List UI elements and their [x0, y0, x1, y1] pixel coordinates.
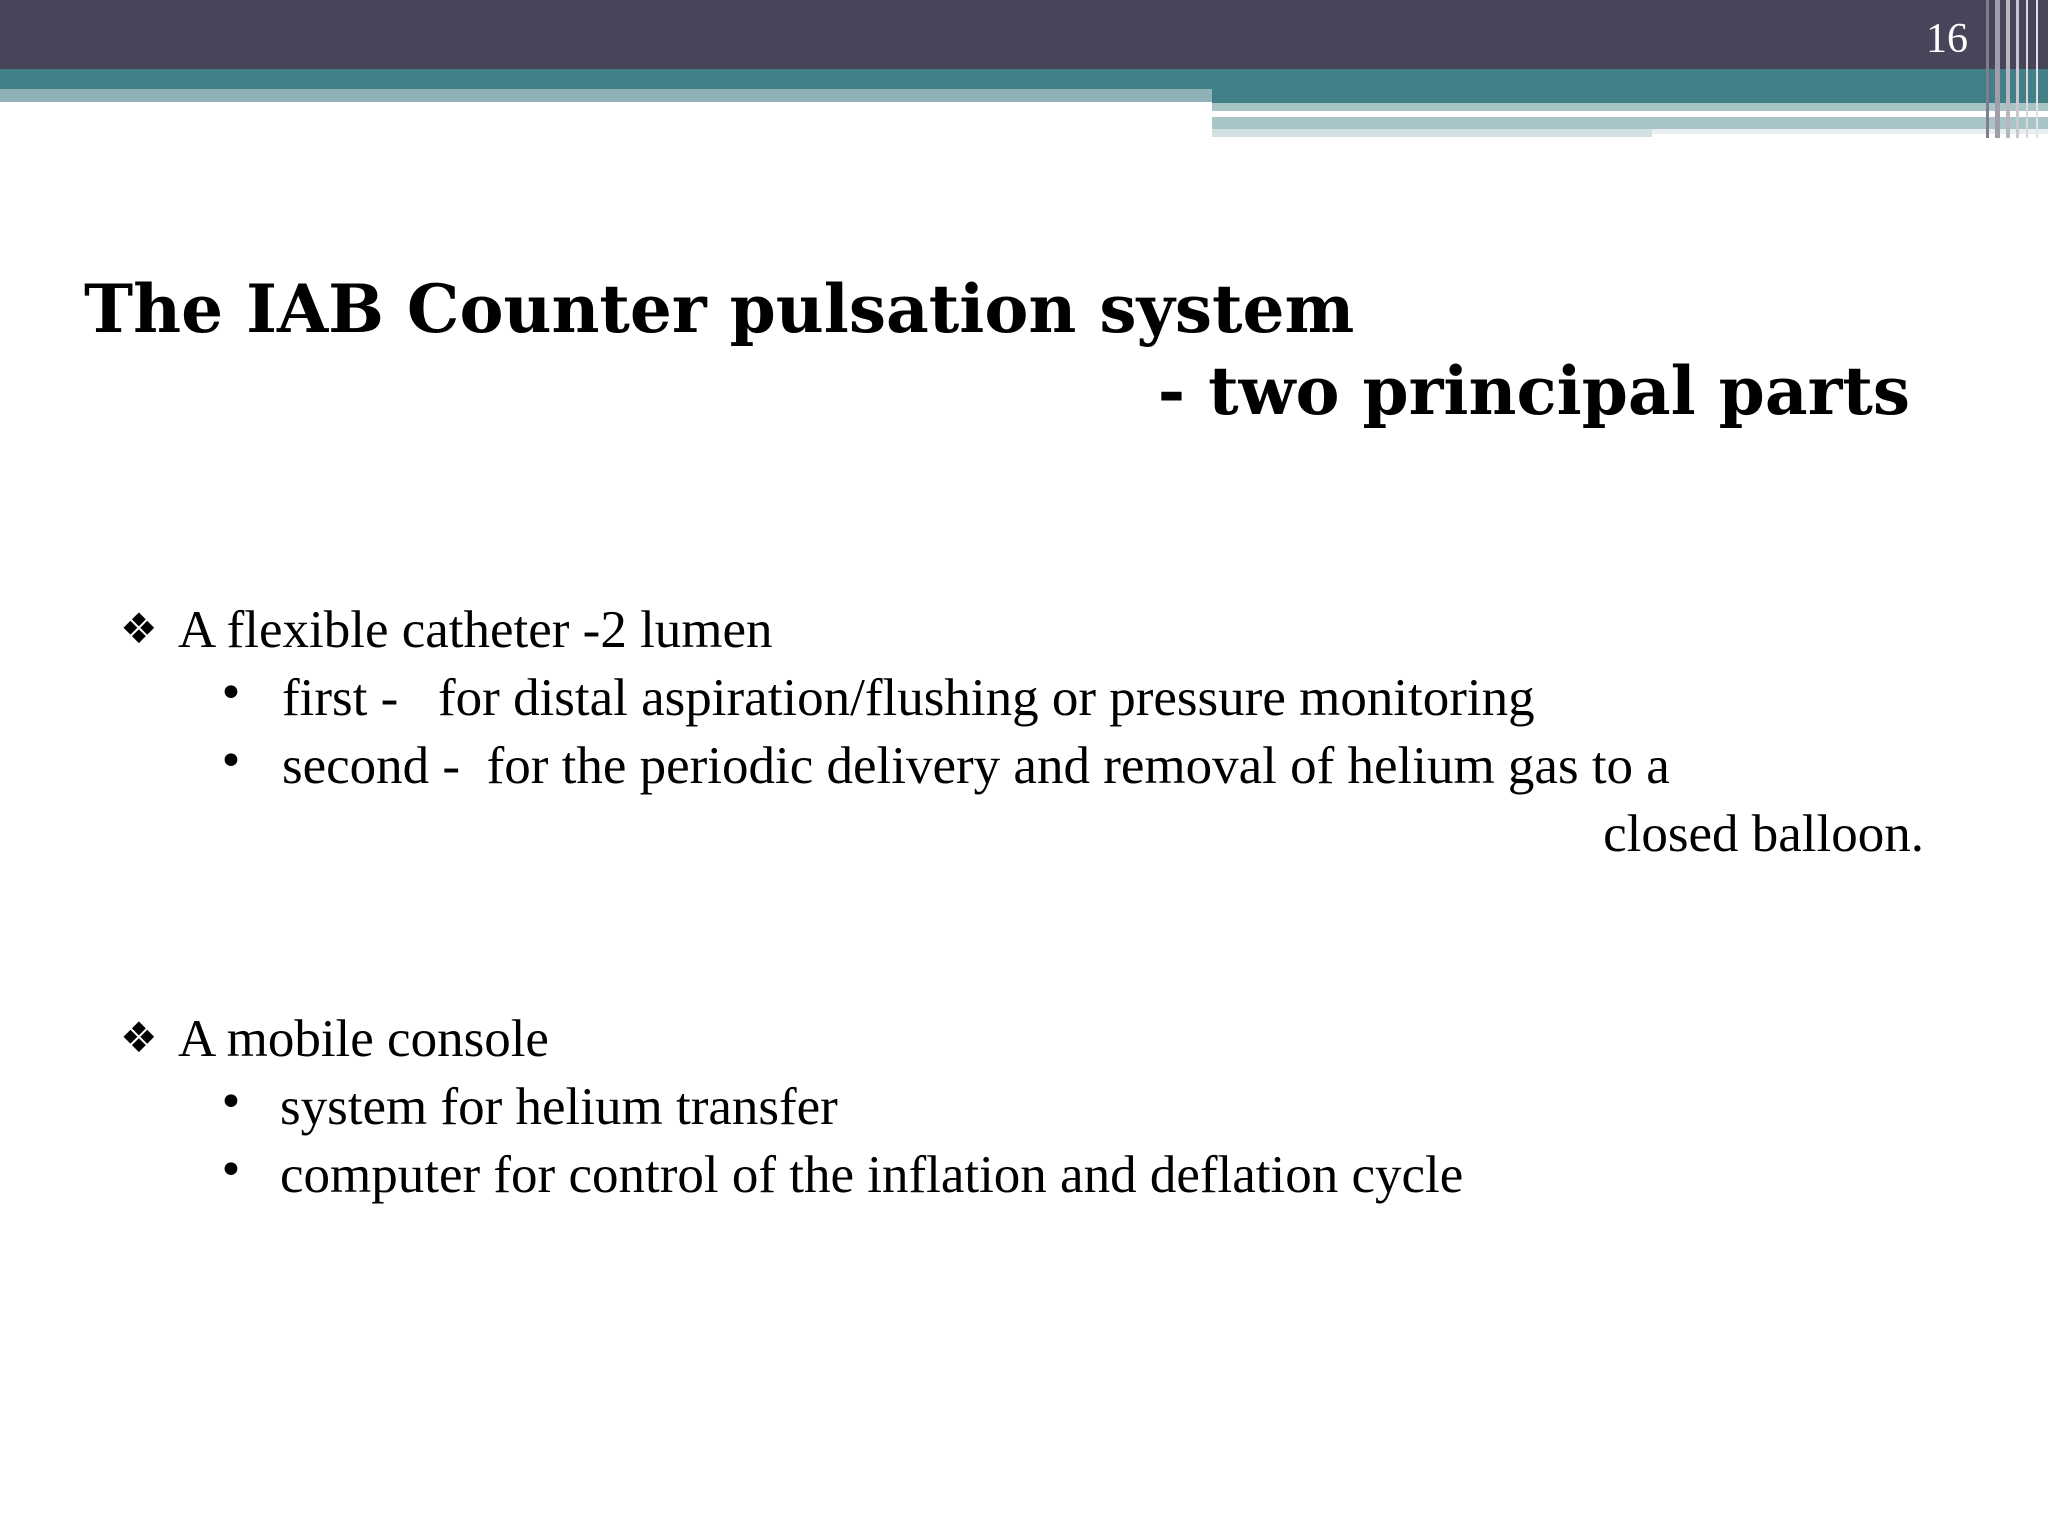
list-item-text: first - for distal aspiration/flushing or pressure monitoring [282, 669, 1535, 727]
header-stripe [1212, 129, 1652, 137]
header-bar-light-left [0, 89, 1212, 102]
header-accent-line [2026, 0, 2028, 138]
bullet-icon: • [218, 1077, 244, 1128]
list-item-text: system for helium transfer [280, 1078, 838, 1136]
bullet-icon: • [218, 668, 244, 719]
list-item [218, 668, 1918, 732]
section-heading [120, 601, 773, 659]
header-stripe [1212, 117, 2048, 129]
header-accent-line [2016, 0, 2019, 138]
header-accent-line [2036, 0, 2038, 138]
slide-number: 16 [1926, 16, 1968, 62]
header-accent-line [1995, 0, 2000, 138]
header-accent-line [2006, 0, 2010, 138]
header-bar-teal [0, 69, 2048, 89]
header-stripe [1212, 103, 2048, 111]
list-item-text: second - for the periodic delivery and removal of helium gas to a [282, 737, 1670, 795]
bullet-icon: • [218, 736, 244, 787]
list-item-continuation: closed balloon. [1603, 805, 1924, 863]
header-accent-line [1986, 0, 1989, 138]
section-heading-text: A flexible catheter -2 lumen [178, 601, 773, 659]
section-heading-text: A mobile console [178, 1010, 549, 1068]
diamond-bullet-icon: ❖ [120, 604, 158, 653]
slide-subtitle: - two principal parts [1157, 352, 1910, 430]
list-item [218, 736, 1918, 800]
list-item-text: computer for control of the inflation and deflation cycle [280, 1146, 1464, 1204]
header-bar-teal-right [1212, 89, 2048, 103]
list-item [218, 1077, 1918, 1141]
slide-title: The IAB Counter pulsation system [84, 270, 1355, 348]
header-bar-dark [0, 0, 2048, 69]
diamond-bullet-icon: ❖ [120, 1013, 158, 1062]
bullet-icon: • [218, 1145, 244, 1196]
list-item [218, 1145, 1918, 1209]
section-heading [120, 1010, 549, 1068]
